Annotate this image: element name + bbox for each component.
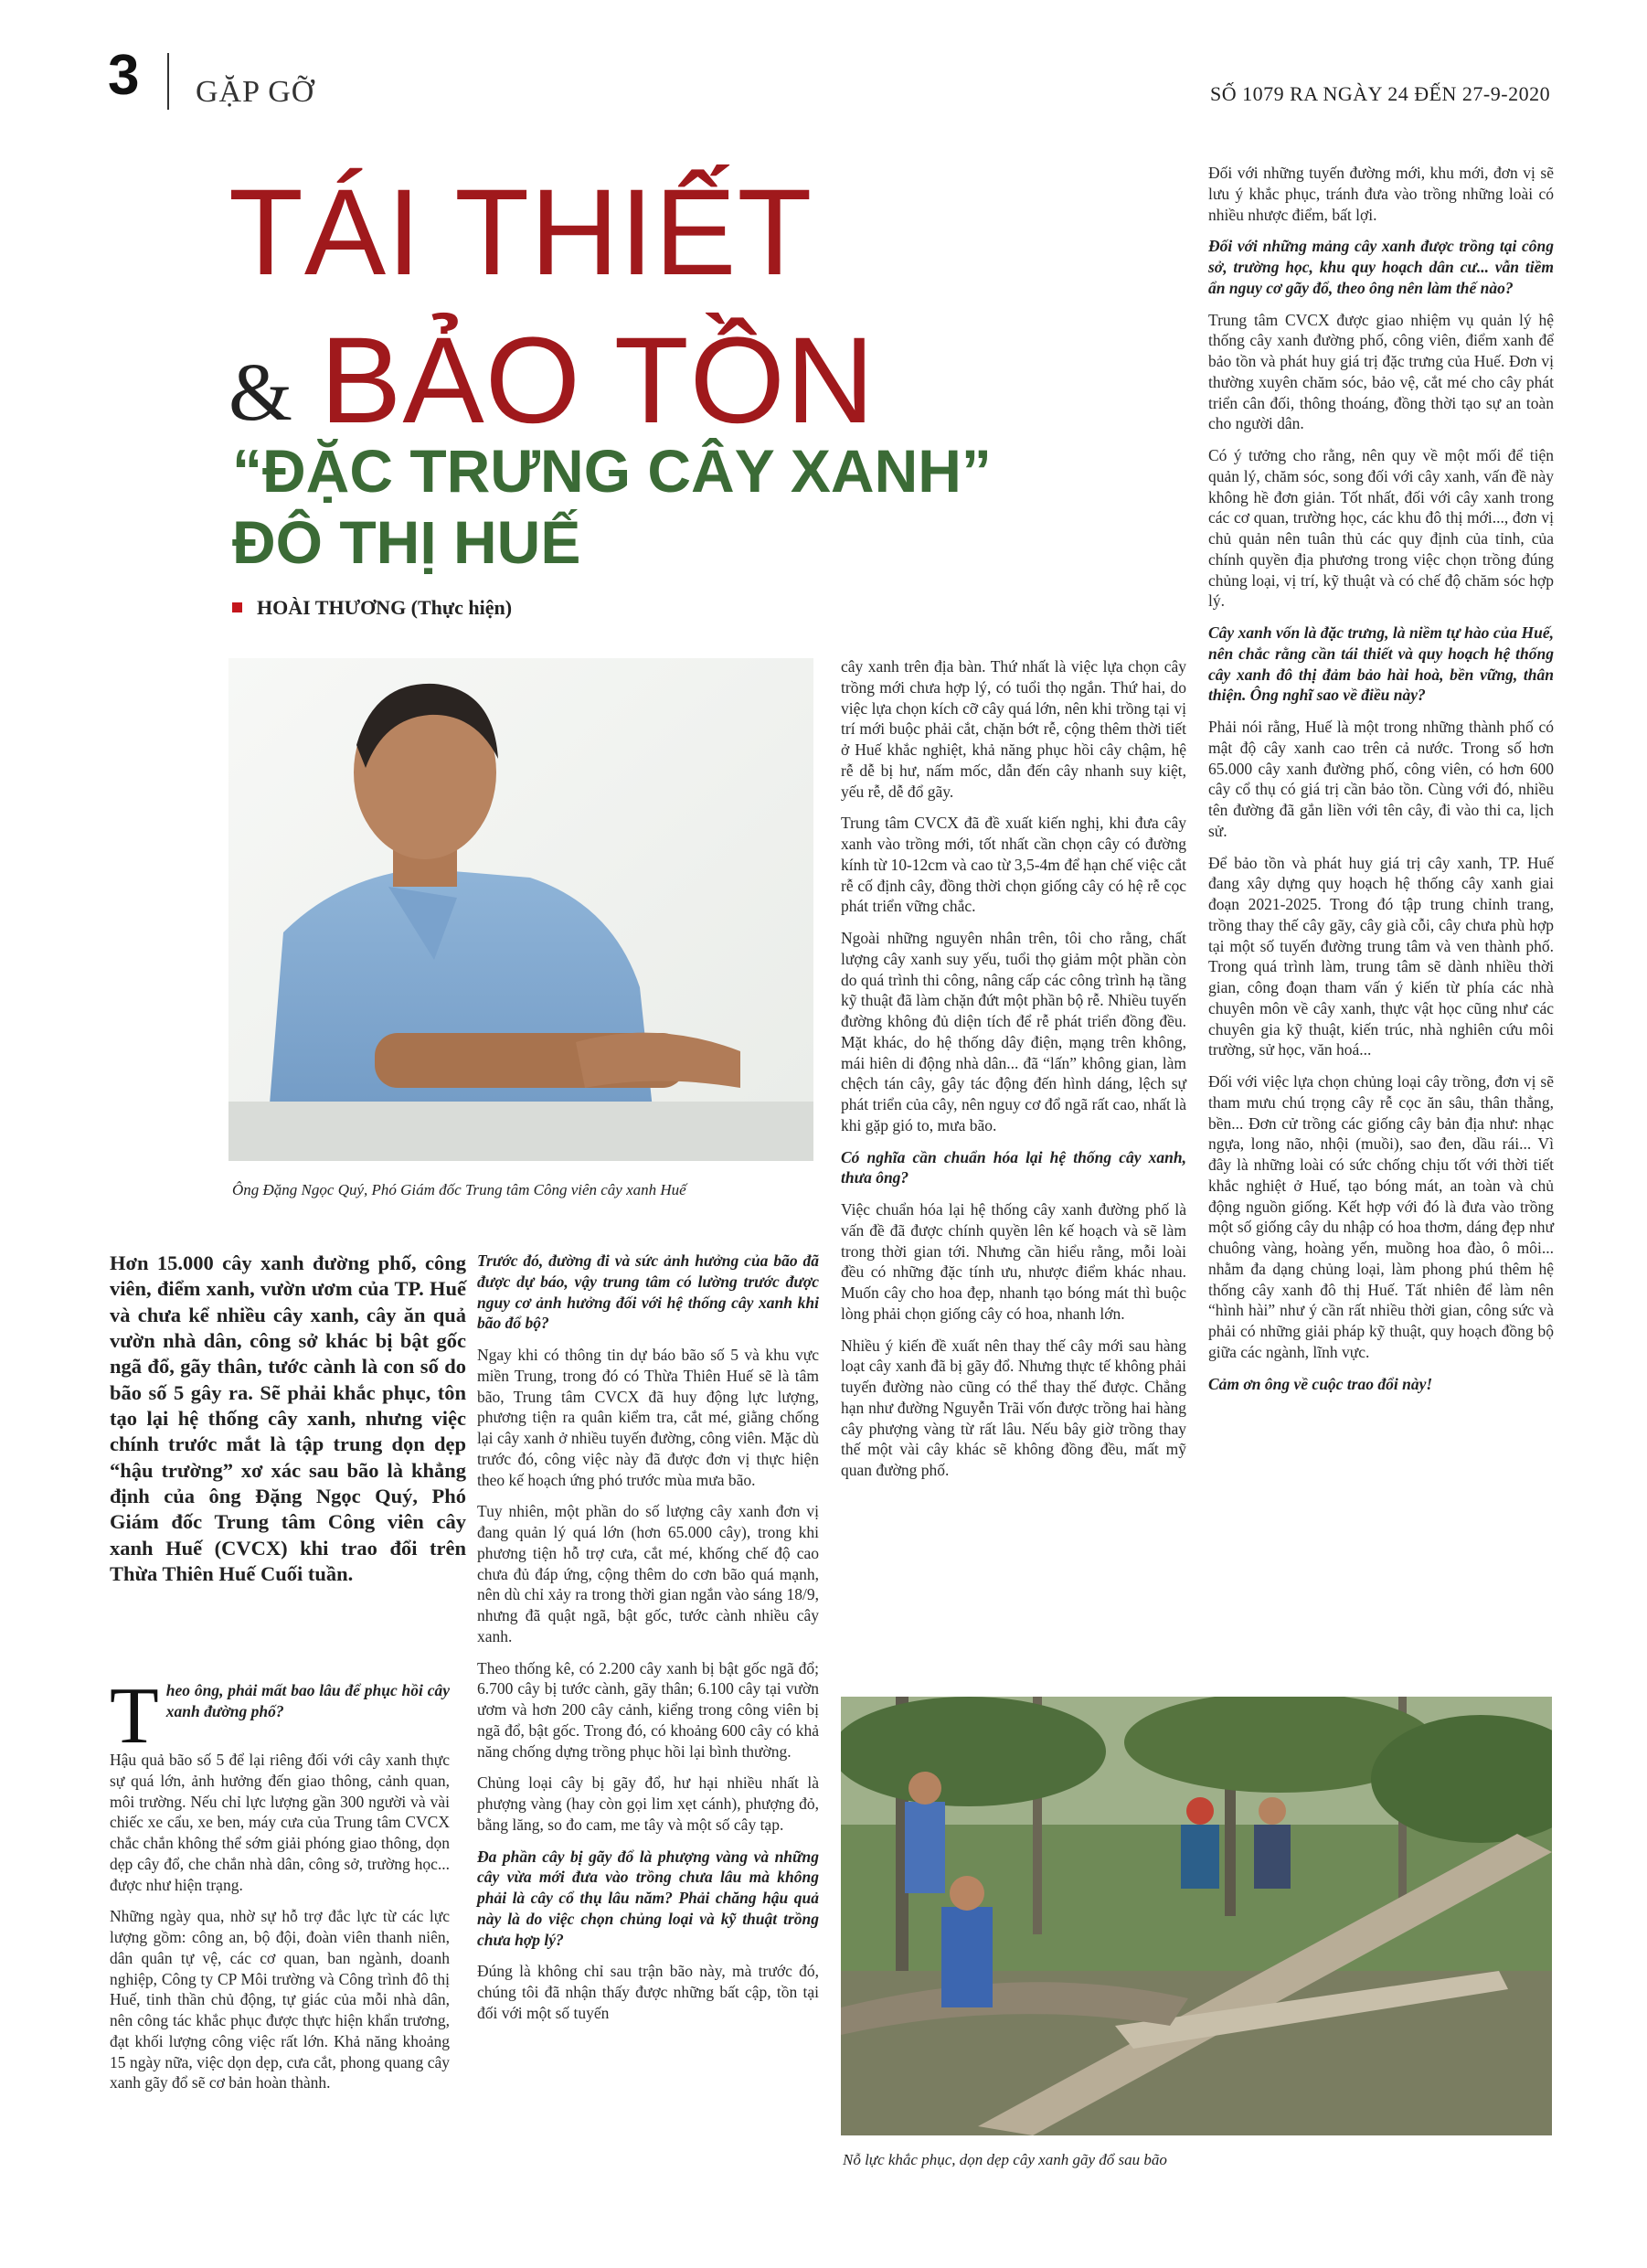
issue-info: SỐ 1079 RA NGÀY 24 ĐẾN 27-9-2020 xyxy=(1210,82,1551,105)
question: Có nghĩa cần chuẩn hóa lại hệ thống cây xanh, thưa ông? xyxy=(841,1147,1186,1187)
cleanup-caption: Nỗ lực khắc phục, dọn dẹp cây xanh gãy đổ sau bão xyxy=(843,2151,1167,2168)
column-3 xyxy=(841,656,1186,1492)
dropcap-block xyxy=(110,1680,450,1750)
section-name: GẶP GỠ xyxy=(196,75,315,109)
paragraph: Việc chuẩn hóa lại hệ thống cây xanh đường phố là vấn đề đã được chính quyền lên kế hoạch và sẽ làm trong thời gian tới. Nhưng cần hiểu rằng, mỗi loài đều có những đặc tính ưu, nhược điểm khác nhau. Muốn cây cho hoa đẹp, nhanh tạo bóng mát thì buộc lòng phải chọn giống cây có hoa, nhanh lớn. xyxy=(841,1200,1186,1323)
column-1 xyxy=(110,1680,450,2104)
paragraph: Những ngày qua, nhờ sự hỗ trợ đắc lực từ các lực lượng gồm: công an, bộ đội, đoàn viên thanh niên, dân quân tự vệ, các cơ quan, ban ngành, doanh nghiệp, Công ty CP Môi trường và Công trình đô thị Huế, tinh thần chủ động, tự giác của mỗi nhà dân, nên công tác khắc phục được thực hiện khẩn trương, đạt khối lượng công việc rất lớn. Khả năng khoảng 15 ngày nữa, việc dọn dẹp, cưa cắt, phong quang cây xanh gãy đổ sẽ cơ bản hoàn thành. xyxy=(110,1907,450,2092)
portrait-photo xyxy=(228,658,813,1161)
byline-bullet-icon xyxy=(232,602,242,612)
portrait-caption: Ông Đặng Ngọc Quý, Phó Giám đốc Trung tâm Công viên cây xanh Huế xyxy=(232,1181,686,1198)
paragraph: Trung tâm CVCX đã đề xuất kiến nghị, khi đưa cây xanh vào trồng mới, tốt nhất cần chọn cây có đường kính từ 10-12cm và cao từ 3,5-4m để hạn chế việc cắt rễ cố định cây, đồng thời chọn giống cây có hệ rễ cọc phát triển vững chắc. xyxy=(841,814,1186,916)
closing-line: Cảm ơn ông về cuộc trao đổi này! xyxy=(1208,1374,1433,1393)
column-2 xyxy=(477,1251,819,2035)
paragraph: Ngay khi có thông tin dự báo bão số 5 và khu vực miền Trung, trong đó có Thừa Thiên Huế sẽ là tâm bão, Trung tâm CVCX đã huy động lực lượng, phương tiện ra quân kiểm tra, cắt mé, giằng chống lại cây xanh ở nhiều tuyến đường, công viên. Mặc dù trước đó, công việc này đã được đơn vị thực hiện theo kế hoạch ứng phó trước mùa mưa bão. xyxy=(477,1346,819,1489)
headline-line-1: TÁI THIẾT xyxy=(228,165,813,301)
paragraph: Trung tâm CVCX được giao nhiệm vụ quản lý hệ thống cây xanh đường phố, công viên, điểm xanh để bảo tồn và phát huy giá trị đặc trưng của Huế. Đơn vị thường xuyên chăm sóc, bảo vệ, cắt mé cho cây phát triển cân đối, thông thoáng, đồng thời tạo sự an toàn cho người dân. xyxy=(1208,310,1554,433)
paragraph: Đối với những tuyến đường mới, khu mới, đơn vị sẽ lưu ý khắc phục, tránh đưa vào trồng những loài có nhiều nhược điểm, bất lợi. xyxy=(1208,164,1554,224)
paragraph: Tuy nhiên, một phần do số lượng cây xanh đơn vị đang quản lý quá lớn (hơn 65.000 cây), trong khi phương tiện hỗ trợ cưa, cắt mé, khống chế độ cao chưa đủ đáp ứng, cộng thêm do cơn bão quá mạnh, nên dù chỉ xảy ra trong thời gian ngắn vào sáng 18/9, nhưng đã quật ngã, bật gốc, tước cành nhiều cây xanh. xyxy=(477,1502,819,1645)
headline-subtitle-2: ĐÔ THỊ HUẾ xyxy=(232,508,581,576)
page-number: 3 xyxy=(108,44,140,107)
column-4 xyxy=(1208,163,1554,1405)
question: Đa phần cây bị gãy đổ là phượng vàng và những cây vừa mới đưa vào trồng chưa lâu mà không phải là cây cổ thụ lâu năm? Phải chăng hậu quả này là do việc chọn chủng loại và kỹ thuật trồng chưa hợp lý? xyxy=(477,1847,819,1949)
question: Trước đó, đường đi và sức ảnh hưởng của bão đã được dự báo, vậy trung tâm có lường trước được nguy cơ ảnh hưởng đối với hệ thống cây xanh khi bão đổ bộ? xyxy=(477,1251,819,1333)
paragraph: Nhiều ý kiến đề xuất nên thay thế cây mới sau hàng loạt cây xanh đã bị gãy đổ. Nhưng thực tế không phải tuyến đường nào cũng có thể thay thế được. Chẳng hạn như đường Nguyễn Trãi vốn được trồng hai hàng cây phượng vàng từ rất lâu. Nếu bây giờ trồng thay thế một vài cây khác sẽ không đồng đều, mất mỹ quan đường phố. xyxy=(841,1336,1186,1479)
question: Cây xanh vốn là đặc trưng, là niềm tự hào của Huế, nên chắc rằng cần tái thiết và quy hoạch hệ thống cây xanh đô thị đảm bảo hài hoà, bền vững, thân thiện. Ông nghĩ sao về điều này? xyxy=(1208,623,1554,705)
paragraph: Theo thống kê, có 2.200 cây xanh bị bật gốc ngã đổ; 6.700 cây bị tước cành, gãy thân; 6.100 cây tại vườn ươm và hơn 200 cây cảnh, kiểng trong công viên bị ngã đổ, bật gốc. Trong đó, có khoảng 600 cây có khả năng chống dựng trồng phục hồi lại bình thường. xyxy=(477,1658,819,1761)
headline-subtitle-1: “ĐẶC TRƯNG CÂY XANH” xyxy=(232,437,992,505)
byline xyxy=(232,596,512,620)
paragraph: Để bảo tồn và phát huy giá trị cây xanh, TP. Huế đang xây dựng quy hoạch hệ thống cây xanh giai đoạn 2021-2025. Trong đó tập trung chỉnh trang, trồng thay thế cây gãy, cây già cỗi, cây chưa phù hợp tại một số tuyến đường trung tâm và ven thành phố. Trong quá trình làm, trung tâm sẽ dành nhiều thời gian, công đoạn tham vấn ý kiến từ phía các nhà chuyên môn về cây xanh, thực vật học cũng như các chuyên gia kỹ thuật, kiến trúc, nhà nghiên cứu môi trường, sử học, văn hoá... xyxy=(1208,853,1554,1059)
headline-ampersand: & xyxy=(228,347,293,438)
dropcap-letter: T xyxy=(110,1680,159,1751)
header-divider xyxy=(167,53,169,110)
paragraph: Chủng loại cây bị gãy đổ, hư hại nhiều nhất là phượng vàng (hay còn gọi lim xẹt cánh), phượng đỏ, bằng lăng, so đo cam, me tây và một số cây tạp. xyxy=(477,1773,819,1834)
lead-paragraph: Hơn 15.000 cây xanh đường phố, công viên, điểm xanh, vườn ươm của TP. Huế và chưa kể nhiều cây xanh, cây ăn quả vườn nhà dân, công sở khác bị bật gốc ngã đổ, gãy thân, tước cành là con số do bão số 5 gây ra. Sẽ phải khắc phục, tôn tạo lại hệ thống cây xanh, nhưng việc chính trước mắt là tập trung dọn dẹp “hậu trường” xơ xác sau bão là khẳng định của ông Đặng Ngọc Quý, Phó Giám đốc Trung tâm Công viên cây xanh Huế (CVCX) khi trao đổi trên Thừa Thiên Huế Cuối tuần. xyxy=(110,1251,466,1586)
paragraph: Phải nói rằng, Huế là một trong những thành phố có mật độ cây xanh cao trên cả nước. Trong số hơn 65.000 cây xanh đường phố, công viên, có hơn 600 cây cổ thụ có giá trị cần bảo tồn. Cùng với đó, nhiều tên đường đã gắn liền với tên cây, đi vào thi ca, lịch sử. xyxy=(1208,718,1554,840)
paragraph: Có ý tưởng cho rằng, nên quy về một mối để tiện quản lý, chăm sóc, song đối với cây xanh, vấn đề này không hề đơn giản. Tốt nhất, đối với cây xanh trong các cơ quan, trường học, các khu đô thị mới..., đơn vị chủ quản nên tuân thủ các quy định của tỉnh, của chính quyền địa phương trong việc chọn trồng đúng chủng loại, vị trí, kỹ thuật và có chế độ chăm sóc hợp lý. xyxy=(1208,446,1554,611)
paragraph: Đúng là không chỉ sau trận bão này, mà trước đó, chúng tôi đã nhận thấy được những bất cập, tồn tại đối với một số tuyến xyxy=(477,1962,819,2022)
cleanup-photo xyxy=(841,1697,1552,2135)
question-1: heo ông, phải mất bao lâu để phục hồi cây xanh đường phố? xyxy=(165,1681,450,1720)
headline-line-2: BẢO TỒN xyxy=(320,313,876,449)
paragraph: cây xanh trên địa bàn. Thứ nhất là việc lựa chọn cây trồng mới chưa hợp lý, có tuổi thọ ngắn. Thứ hai, do việc lựa chọn kích cỡ cây quá lớn, nên khi trồng tại vị trí mới buộc phải cắt, chặn bớt rễ, cộng thêm thời tiết ở Huế khắc nghiệt, khả năng phục hồi cây chậm, hệ rễ dễ bị hư, nấm mốc, dẫn đến cây nhanh suy kiệt, yếu rễ, dễ đổ gãy. xyxy=(841,657,1186,801)
paragraph: Đối với việc lựa chọn chủng loại cây trồng, đơn vị sẽ tham mưu chú trọng cây rễ cọc ăn sâu, thân thẳng, bền... Đơn cử trồng các giống cây bản địa như: nhạc ngựa, long não, nhội (muồi), sao đen, dầu rái... Vì đây là những loài có sức chống chịu tốt với thời tiết khắc nghiệt ở Huế, tạo bóng mát, an toàn và chủ động nguồn giống. Kết hợp với đó là đưa vào trồng một số giống cây du nhập có hoa thơm, dáng đẹp như chuông vàng, hoàng yến, muồng hoa đào, ô môi... nhằm đa dạng chủng loại, làm phong phú thêm hệ thống cây xanh đô thị Huế. Tất nhiên để làm nên “hình hài” như ý cần rất nhiều thời gian, công sức và phải có những giải pháp kỹ thuật, quy hoạch đồng bộ giữa các ngành, lĩnh vực. xyxy=(1208,1072,1554,1361)
question: Đối với những mảng cây xanh được trồng tại công sở, trường học, khu quy hoạch dân cư... vẫn tiềm ẩn nguy cơ gãy đổ, theo ông nên làm thế nào? xyxy=(1208,237,1554,297)
paragraph: Hậu quả bão số 5 để lại riêng đối với cây xanh thực sự quá lớn, ảnh hưởng đến giao thông, cảnh quan, môi trường. Nếu chỉ lực lượng gần 300 người và vài chiếc xe cẩu, xe ben, máy cưa của Trung tâm CVCX chắc chắn không thể sớm giải phóng giao thông, dọn dẹp cây đổ, che chắn nhà dân, công sở, trường học... được như hiện trạng. xyxy=(110,1751,450,1894)
byline-text: HOÀI THƯƠNG (Thực hiện) xyxy=(257,596,513,619)
paragraph: Ngoài những nguyên nhân trên, tôi cho rằng, chất lượng cây xanh suy yếu, tuổi thọ giảm một phần còn do quá trình thi công, nâng cấp các công trình hạ tầng kỹ thuật đã làm chặn đứt một phần bộ rễ. Nhiều tuyến đường không đủ diện tích để rễ phát triển đồng đều. Mặt khác, do hệ thống dây điện, mạng trên không, mái hiên di động nhà dân... đã “lấn” không gian, làm chệch tán cây, gây tác động đến hình dáng, lệch sự phát triển của cây, nên nguy cơ đổ ngã rất cao, nhất là khi gặp gió to, mưa bão. xyxy=(841,929,1186,1134)
